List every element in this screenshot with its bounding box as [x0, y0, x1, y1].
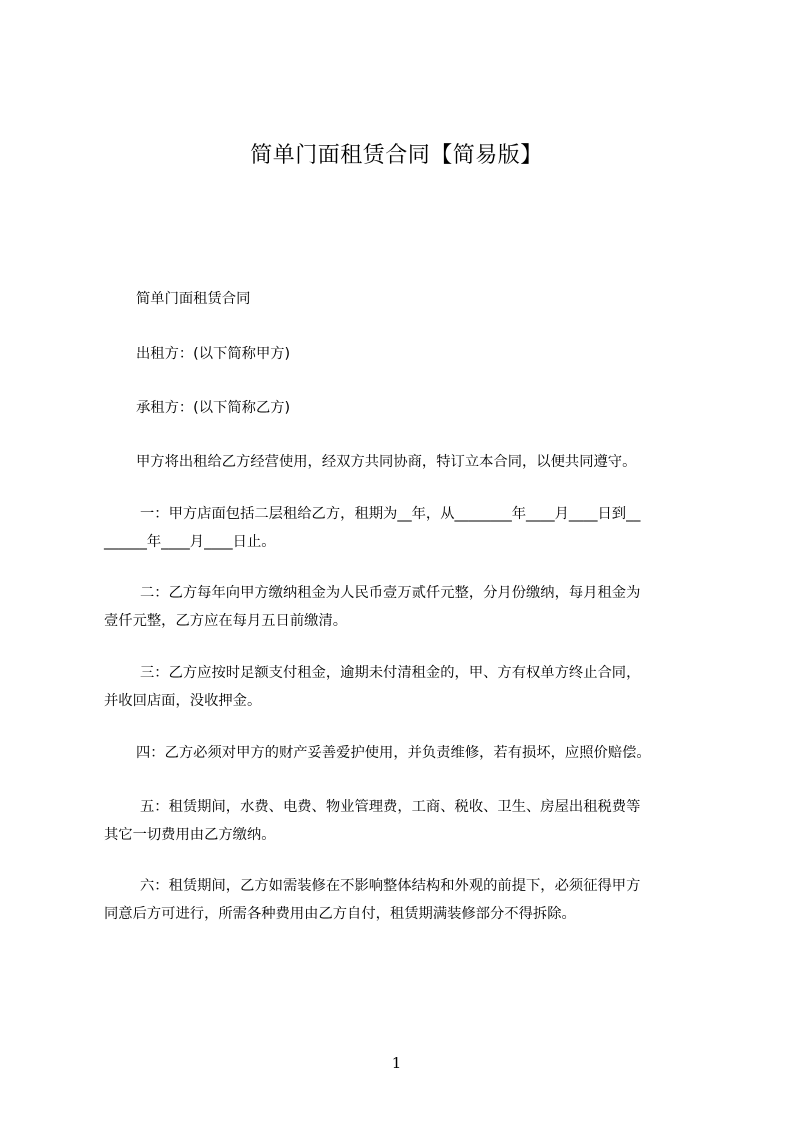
- contract-heading: [104, 285, 704, 313]
- page-number: 1: [391, 1054, 402, 1072]
- clause-5-line-2: 其它一切费用由乙方缴纳。: [104, 827, 276, 843]
- clause-6: [104, 872, 704, 928]
- clause-4-line-1: 四：乙方必须对甲方的财产妥善爱护使用，并负责维修，若有损坏，应照价赔偿。: [136, 745, 651, 761]
- intro-paragraph: [104, 448, 704, 476]
- lessee-line: [104, 394, 704, 422]
- clause-5-line-1: 五：租赁期间，水费、电费、物业管理费，工商、税收、卫生、房屋出租税费等: [140, 799, 641, 815]
- clause-3-line-1: 三：乙方应按时足额支付租金，逾期未付清租金的，甲、方有权单方终止合同，: [140, 665, 641, 681]
- document-title: 简单门面租赁合同【简易版】: [250, 143, 543, 168]
- lessor-line: [104, 340, 704, 368]
- intro-text: 甲方将出租给乙方经营使用，经双方共同协商，特订立本合同，以便共同遵守。: [136, 454, 637, 470]
- clause-3: [104, 659, 704, 715]
- clause-6-line-1: 六：租赁期间，乙方如需装修在不影响整体结构和外观的前提下，必须征得甲方: [140, 878, 641, 894]
- clause-6-line-2: 同意后方可进行，所需各种费用由乙方自付，租赁期满装修部分不得拆除。: [104, 906, 576, 922]
- clause-4: [104, 739, 704, 767]
- clause-2-line-1: 二：乙方每年向甲方缴纳租金为人民币壹万贰仟元整，分月份缴纳，每月租金为: [140, 585, 641, 601]
- clause-1-line-2: ______年____月____日止。: [104, 534, 276, 550]
- contract-heading-text: 简单门面租赁合同: [136, 291, 251, 307]
- clause-1-line-1: 一：甲方店面包括二层租给乙方，租期为__年，从________年____月____日到__: [140, 506, 641, 522]
- lessor-text: 出租方：(以下简称甲方): [136, 346, 291, 362]
- clause-2-line-2: 壹仟元整，乙方应在每月五日前缴清。: [104, 613, 348, 629]
- clause-5: [104, 793, 704, 849]
- lessee-text: 承租方：(以下简称乙方): [136, 400, 291, 416]
- clause-2: [104, 579, 704, 635]
- clause-3-line-2: 并收回店面，没收押金。: [104, 693, 262, 709]
- clause-1: [104, 500, 704, 556]
